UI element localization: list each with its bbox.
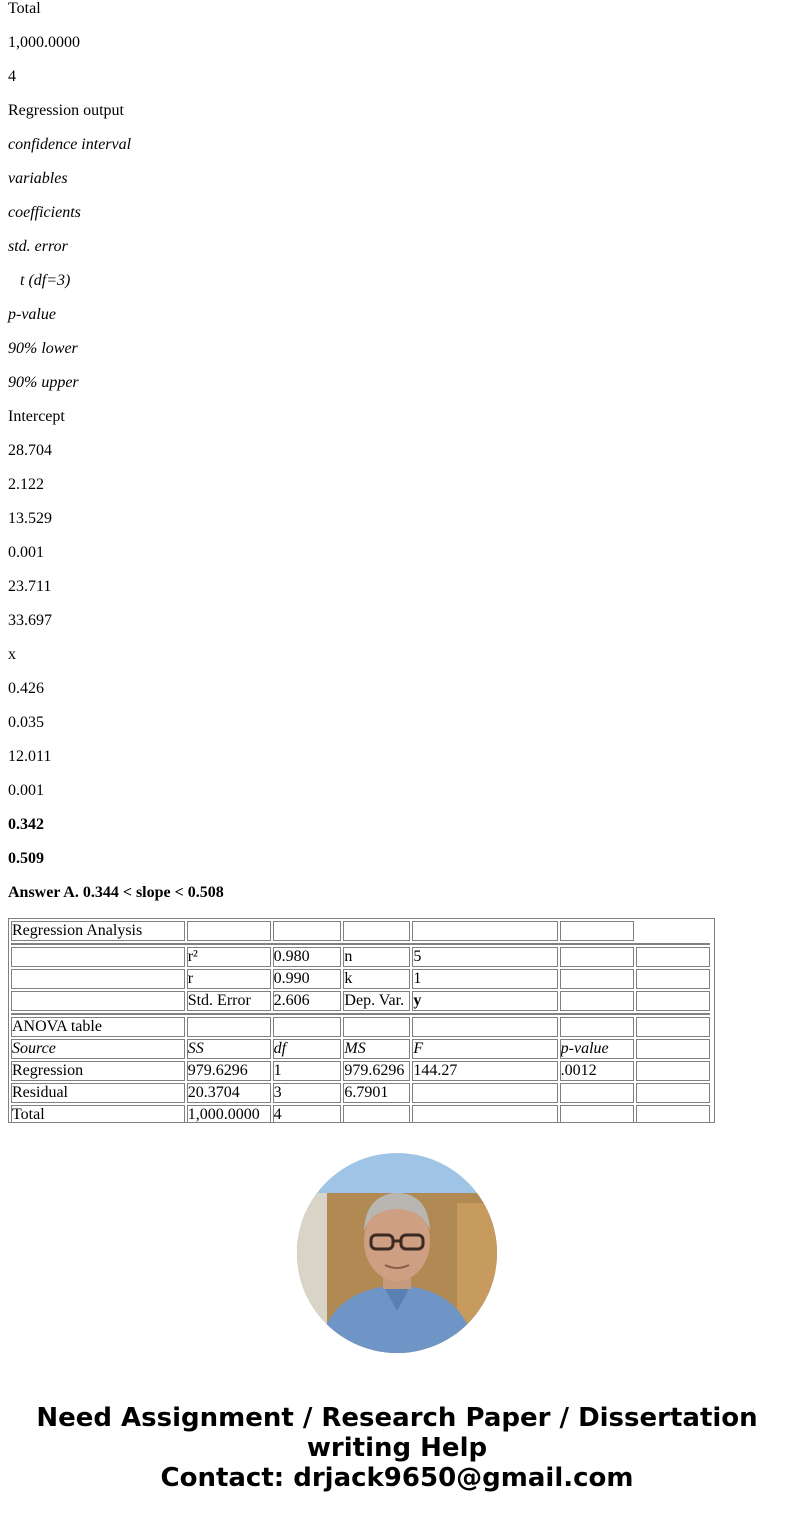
table-cell: k (343, 969, 410, 989)
table-cell (560, 947, 635, 967)
text-line: 0.035 (8, 714, 44, 731)
table-cell (560, 1083, 635, 1103)
table-header-cell: p-value (560, 1039, 635, 1059)
table-cell (636, 921, 710, 941)
table-cell (560, 1105, 635, 1123)
table-row (11, 1061, 710, 1081)
table-separator (11, 943, 710, 945)
text-line: 0.426 (8, 680, 44, 697)
table-cell (11, 969, 185, 989)
table-cell: Regression Analysis (11, 921, 185, 941)
text-line: 90% lower (8, 340, 78, 357)
text-line: Regression output (8, 102, 124, 119)
table-cell (11, 991, 185, 1011)
table-cell: 979.6296 (187, 1061, 271, 1081)
table-cell (636, 969, 710, 989)
table-cell (636, 1017, 710, 1037)
table-header-cell: Source (11, 1039, 185, 1059)
table-cell: r (187, 969, 271, 989)
table-cell (412, 1105, 557, 1123)
table-cell (187, 921, 271, 941)
table-cell (636, 1105, 710, 1123)
table-cell (636, 947, 710, 967)
table-cell: 0.980 (273, 947, 342, 967)
table-cell (343, 921, 410, 941)
banner-line-1: Need Assignment / Research Paper / Dissertation (36, 1403, 758, 1433)
table-cell (343, 1017, 410, 1037)
text-line: 0.001 (8, 544, 44, 561)
table-cell: 1 (273, 1061, 342, 1081)
text-line: 2.122 (8, 476, 44, 493)
table-row (11, 1039, 710, 1059)
table-cell: 5 (412, 947, 557, 967)
table-header-cell: MS (343, 1039, 410, 1059)
table-cell (560, 1017, 635, 1037)
table-cell: 6.7901 (343, 1083, 410, 1103)
table-row (11, 991, 710, 1011)
text-line: coefficients (8, 204, 81, 221)
table-cell (636, 1061, 710, 1081)
text-line: std. error (8, 238, 68, 255)
text-line: Answer A. 0.344 < slope < 0.508 (8, 884, 224, 901)
table-cell (412, 1017, 557, 1037)
text-line: 33.697 (8, 612, 52, 629)
text-line: Total (8, 0, 41, 17)
table-cell: 2.606 (273, 991, 342, 1011)
text-line: 28.704 (8, 442, 52, 459)
table-cell: 144.27 (412, 1061, 557, 1081)
table-separator (11, 1013, 710, 1015)
table-row (11, 1083, 710, 1103)
text-line: variables (8, 170, 68, 187)
text-line: 0.001 (8, 782, 44, 799)
table-cell: 4 (273, 1105, 342, 1123)
table-cell: 0.990 (273, 969, 342, 989)
table-cell (560, 921, 635, 941)
text-line: 0.509 (8, 850, 44, 867)
banner-contact-email: Contact: drjack9650@gmail.com (160, 1463, 634, 1493)
table-cell (187, 1017, 271, 1037)
text-line: p-value (8, 306, 56, 323)
table-row (11, 969, 710, 989)
table-cell (560, 969, 635, 989)
table-row (11, 1017, 710, 1037)
text-line: confidence interval (8, 136, 132, 153)
table-cell (636, 1083, 710, 1103)
table-cell (273, 1017, 342, 1037)
table-cell (636, 991, 710, 1011)
table-header-cell: SS (187, 1039, 271, 1059)
table-cell: y (412, 991, 557, 1011)
text-line: x (8, 646, 16, 663)
table-cell (412, 921, 557, 941)
table-cell: .0012 (560, 1061, 635, 1081)
text-line: 23.711 (8, 578, 52, 595)
text-line: 0.342 (8, 816, 44, 833)
table-cell: ANOVA table (11, 1017, 185, 1037)
author-avatar (297, 1153, 497, 1353)
table-cell (412, 1083, 557, 1103)
table-cell (11, 947, 185, 967)
table-cell: 3 (273, 1083, 342, 1103)
table-cell: 1 (412, 969, 557, 989)
table-row (11, 1105, 710, 1123)
table-cell (343, 1105, 410, 1123)
table-header-cell: df (273, 1039, 342, 1059)
regression-analysis-table (8, 918, 715, 1123)
text-line: 90% upper (8, 374, 79, 391)
table-cell (636, 1039, 710, 1059)
banner-line-2: writing Help (306, 1433, 488, 1463)
text-line: 1,000.0000 (8, 34, 80, 51)
table-cell: Std. Error (187, 991, 271, 1011)
table-cell: 979.6296 (343, 1061, 410, 1081)
table-cell: Total (11, 1105, 185, 1123)
table-cell: Regression (11, 1061, 185, 1081)
contact-banner (0, 1403, 794, 1493)
table-cell: 1,000.0000 (187, 1105, 271, 1123)
text-line: 12.011 (8, 748, 52, 765)
table-cell (560, 991, 635, 1011)
text-line: Intercept (8, 408, 65, 425)
text-line: 4 (8, 68, 16, 85)
table-header-cell: F (412, 1039, 557, 1059)
table-cell: n (343, 947, 410, 967)
table-cell: Dep. Var. (343, 991, 410, 1011)
table-row (11, 921, 710, 941)
table-cell (273, 921, 342, 941)
table-cell: Residual (11, 1083, 185, 1103)
table-cell: r² (187, 947, 271, 967)
avatar-portrait-icon (297, 1153, 497, 1353)
table-cell: 20.3704 (187, 1083, 271, 1103)
table-row (11, 947, 710, 967)
text-line: 13.529 (8, 510, 52, 527)
text-line: t (df=3) (20, 272, 71, 289)
